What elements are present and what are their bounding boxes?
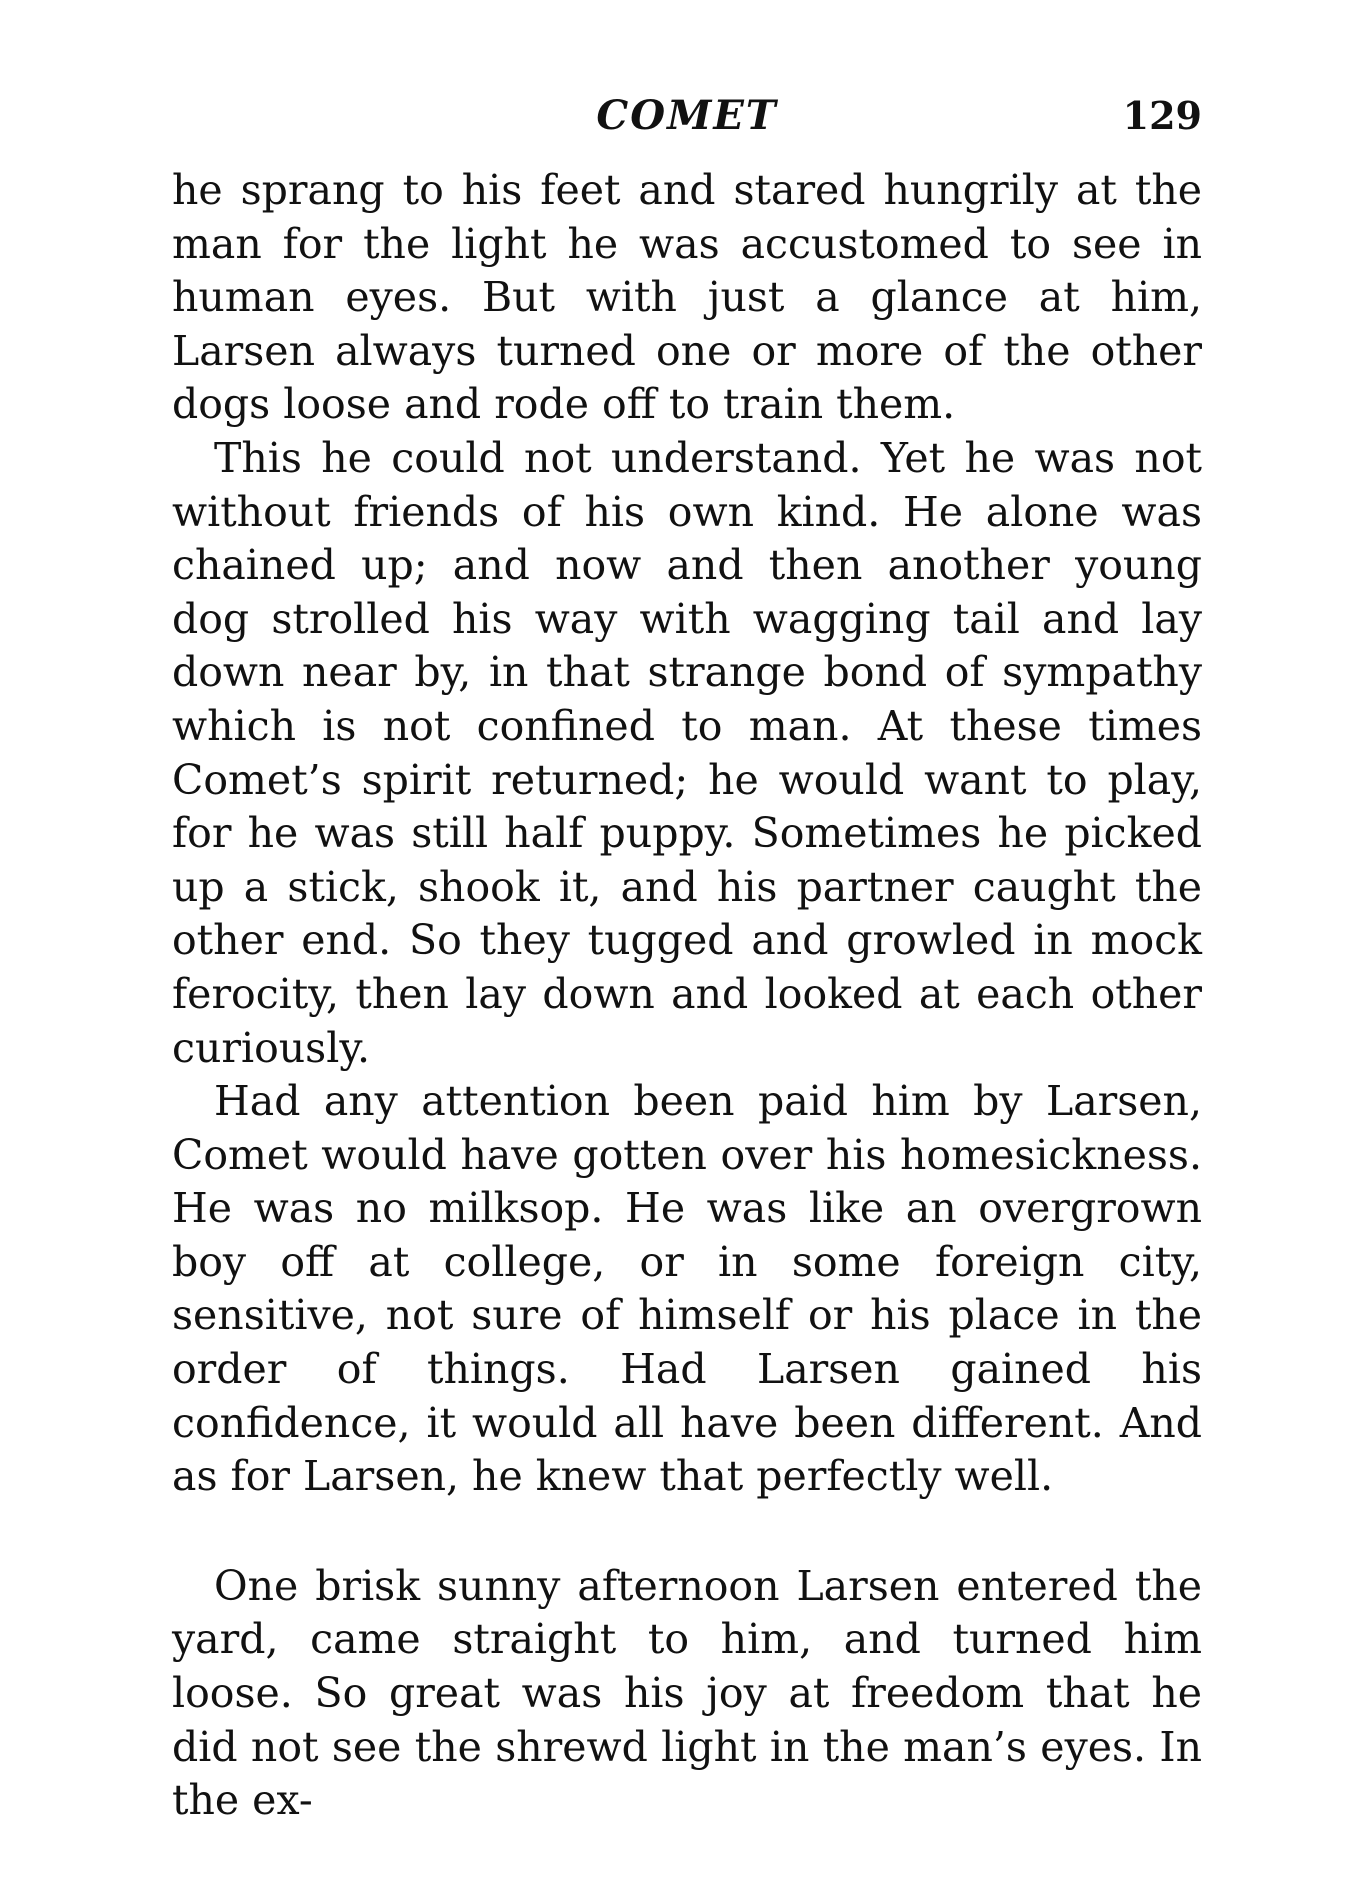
- page-number: 129: [1122, 93, 1202, 138]
- paragraph-continued: he sprang to his feet and stared hungrily at the man for the light he was accustomed to see in human eyes. But with just a glance at him, Larsen always turned one or more of the other dogs loose and rode off to train them.: [172, 166, 1202, 429]
- paragraph: Had any attention been paid him by Larsen, Comet would have gotten over his homesickness. He was no milksop. He was like an overgrown boy off at college, or in some foreign city, sensitive, not sure of himself or his place in the order of things. Had Larsen gained his confidence, it would all have been different. And as for Larsen, he knew that perfectly well.: [172, 1077, 1202, 1501]
- paragraph: This he could not understand. Yet he was not without friends of his own kind. He alone was chained up; and now and then another young dog strolled his way with wagging tail and lay down near by, in that strange bond of sympathy which is not confined to man. At these times Comet’s spirit returned; he would want to play, for he was still half puppy. Sometimes he picked up a stick, shook it, and his partner caught the other end. So they tugged and growled in mock ferocity, then lay down and looked at each other curiously.: [172, 433, 1202, 1072]
- page-header: [172, 86, 1202, 146]
- body-text: [172, 164, 1202, 1828]
- paragraph: One brisk sunny afternoon Larsen entered the yard, came straight to him, and turned him loose. So great was his joy at freedom that he did not see the shrewd light in the man’s eyes. In the ex-: [172, 1561, 1202, 1825]
- section-break: [172, 1504, 1202, 1560]
- running-title: COMET: [596, 92, 778, 139]
